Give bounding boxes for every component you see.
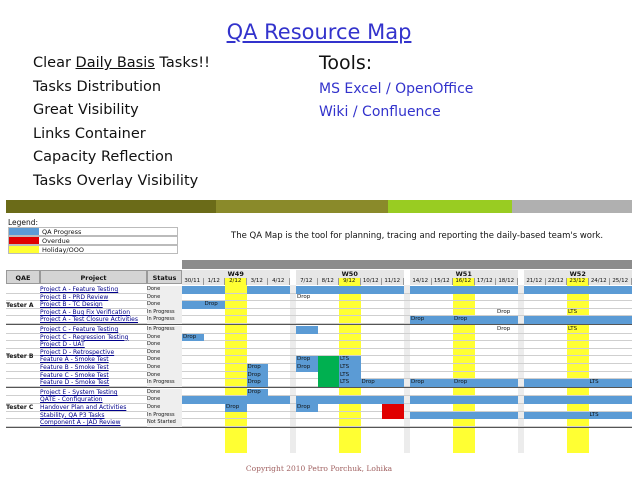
group-divider xyxy=(6,427,632,428)
tools-section xyxy=(319,52,473,124)
header-status: Status xyxy=(147,270,182,284)
task-link[interactable]: Project E - System Testing xyxy=(40,388,118,396)
progress-cell xyxy=(524,396,546,404)
day-header: 23/12 xyxy=(567,278,589,285)
status-cell: In Progress xyxy=(147,309,182,317)
legend-swatch xyxy=(9,228,39,235)
progress-cell xyxy=(567,286,589,294)
progress-cell xyxy=(610,316,632,324)
tester-group-label: Tester A xyxy=(6,301,34,309)
task-link[interactable]: Stability, QA P3 Tasks xyxy=(40,411,105,419)
cell-label: Drop xyxy=(247,371,261,378)
group-divider xyxy=(6,324,632,325)
cell-label: Drop xyxy=(454,316,468,323)
day-header: 10/12 xyxy=(361,278,383,285)
progress-cell xyxy=(182,301,204,309)
cell-label: LTS xyxy=(340,364,350,370)
progress-cell xyxy=(524,286,546,294)
progress-cell xyxy=(296,396,318,404)
progress-cell xyxy=(339,286,361,294)
task-link[interactable]: Feature D - Smoke Test xyxy=(40,379,110,387)
status-cell: Done xyxy=(147,389,182,397)
cell-label: Drop xyxy=(411,316,425,323)
progress-cell xyxy=(496,286,518,294)
cell-label: Drop xyxy=(297,404,311,410)
day-header: 8/12 xyxy=(318,278,340,285)
status-cell: In Progress xyxy=(147,326,182,334)
legend-item-holiday xyxy=(8,245,178,254)
status-cell: Done xyxy=(147,372,182,380)
map-description: The QA Map is the tool for planning, tracing and reporting the daily-based team's work. xyxy=(231,231,604,241)
overdue-cell xyxy=(382,412,404,420)
header-qae: QAE xyxy=(6,270,40,284)
bullet-list xyxy=(33,52,210,193)
progress-cell xyxy=(546,379,568,387)
divider-stripe-grey xyxy=(512,200,632,213)
day-header: 9/12 xyxy=(339,278,361,285)
progress-cell xyxy=(247,396,269,404)
cell-label: Drop xyxy=(411,379,425,386)
status-cell: Done xyxy=(147,396,182,404)
status-cell: Done xyxy=(147,294,182,302)
status-cell: In Progress xyxy=(147,379,182,387)
status-cell: Done xyxy=(147,334,182,342)
day-header: 17/12 xyxy=(475,278,497,285)
legend-text: Overdue xyxy=(42,237,70,245)
go-cell xyxy=(318,372,340,380)
progress-cell xyxy=(475,379,497,387)
cell-label: LTS xyxy=(340,356,350,363)
progress-cell xyxy=(339,396,361,404)
progress-cell xyxy=(475,412,497,420)
progress-cell xyxy=(610,396,632,404)
legend-item-progress xyxy=(8,227,178,236)
task-link[interactable]: Project B - PRD Review xyxy=(40,293,109,301)
progress-cell xyxy=(182,396,204,404)
progress-cell xyxy=(567,412,589,420)
cell-label: Drop xyxy=(497,308,511,315)
qa-map-spreadsheet xyxy=(6,215,632,458)
day-header: 22/12 xyxy=(546,278,568,285)
legend-text: QA Progress xyxy=(42,228,82,236)
task-link[interactable]: Project C - Regression Testing xyxy=(40,333,129,341)
legend-text: Holiday/OOO xyxy=(42,246,84,254)
day-header: 18/12 xyxy=(496,278,518,285)
progress-cell xyxy=(496,412,518,420)
progress-cell xyxy=(382,286,404,294)
legend-item-overdue xyxy=(8,236,178,245)
status-cell: In Progress xyxy=(147,412,182,420)
day-header: 30/11 xyxy=(182,278,204,285)
progress-cell xyxy=(268,396,290,404)
progress-cell xyxy=(589,396,611,404)
progress-cell xyxy=(496,379,518,387)
status-cell: Done xyxy=(147,356,182,364)
copyright-footer: Copyright 2010 Petro Porchuk, Lohika xyxy=(245,464,393,473)
cell-label: Drop xyxy=(247,388,261,395)
day-header: 3/12 xyxy=(247,278,269,285)
progress-cell xyxy=(546,286,568,294)
status-cell: In Progress xyxy=(147,316,182,324)
progress-cell xyxy=(410,396,432,404)
cell-label: Drop xyxy=(204,301,218,308)
status-cell: Not Started xyxy=(147,419,182,427)
tester-group-label: Tester C xyxy=(6,404,34,412)
progress-cell xyxy=(475,286,497,294)
divider-stripe-green xyxy=(388,200,512,213)
progress-cell xyxy=(524,379,546,387)
status-cell: Done xyxy=(147,349,182,357)
cell-label: Drop xyxy=(226,404,240,410)
progress-cell xyxy=(361,396,383,404)
task-link[interactable]: Project D - Retrospective xyxy=(40,348,115,356)
cell-label: Drop xyxy=(183,333,197,340)
progress-cell xyxy=(496,396,518,404)
bullet-item: Links Container xyxy=(33,125,146,142)
task-link[interactable]: Handover Plan and Activities xyxy=(40,404,127,411)
progress-cell xyxy=(610,412,632,420)
task-link[interactable]: Feature A - Smoke Test xyxy=(40,356,109,364)
progress-cell xyxy=(410,286,432,294)
status-cell: Done xyxy=(147,301,182,309)
overdue-cell xyxy=(382,404,404,412)
progress-cell xyxy=(318,396,340,404)
progress-cell xyxy=(225,396,247,404)
progress-cell xyxy=(432,316,454,324)
progress-cell xyxy=(432,286,454,294)
cell-label: Drop xyxy=(361,379,375,386)
task-link[interactable]: Feature B - Smoke Test xyxy=(40,364,109,371)
cell-label: LTS xyxy=(340,379,350,386)
task-link[interactable]: Project B - TC Design xyxy=(40,301,103,309)
progress-cell xyxy=(496,316,518,324)
progress-cell xyxy=(247,286,269,294)
progress-cell xyxy=(318,286,340,294)
tester-group-label: Tester B xyxy=(6,352,34,360)
progress-cell xyxy=(567,396,589,404)
divider-stripe-olive xyxy=(6,200,216,213)
header-project: Project xyxy=(40,270,147,284)
task-link[interactable]: Project A - Feature Testing xyxy=(40,286,119,293)
task-link[interactable]: QATE - Configuration xyxy=(40,396,103,404)
tool-item: MS Excel / OpenOffice xyxy=(319,81,474,97)
cell-label: Drop xyxy=(247,379,261,386)
progress-cell xyxy=(453,286,475,294)
progress-cell xyxy=(546,396,568,404)
progress-cell xyxy=(410,412,432,420)
task-link[interactable]: Project D - UAT xyxy=(40,341,85,349)
cell-label: GO xyxy=(204,341,214,348)
cell-label: Drop xyxy=(297,356,311,363)
cell-label: LTS xyxy=(568,326,578,332)
day-header: 4/12 xyxy=(268,278,290,285)
progress-cell xyxy=(432,396,454,404)
cell-label: Drop xyxy=(297,364,311,370)
progress-cell xyxy=(204,286,226,294)
legend-label: Legend: xyxy=(8,218,39,227)
status-cell: Done xyxy=(147,404,182,412)
bullet-item: Tasks Distribution xyxy=(33,78,162,95)
week-header: W50 xyxy=(296,270,404,278)
cell-label: Drop xyxy=(247,364,261,370)
progress-cell xyxy=(432,379,454,387)
legend-swatch xyxy=(9,246,39,253)
cell-label: LTS xyxy=(589,379,599,386)
progress-cell xyxy=(453,396,475,404)
bullet-item: Capacity Reflection xyxy=(33,149,174,165)
progress-cell xyxy=(453,412,475,420)
day-header: 24/12 xyxy=(589,278,611,285)
day-header: 11/12 xyxy=(382,278,404,285)
status-cell: Done xyxy=(147,341,182,349)
group-divider xyxy=(6,387,632,388)
status-cell: Done xyxy=(147,286,182,294)
week-header-band xyxy=(182,260,632,269)
progress-cell xyxy=(204,396,226,404)
go-cell xyxy=(318,356,340,364)
progress-cell xyxy=(296,326,318,334)
day-header: 1/12 xyxy=(204,278,226,285)
tool-item: Wiki / Confluence xyxy=(319,104,441,120)
progress-cell xyxy=(475,396,497,404)
task-link[interactable]: Feature C - Smoke Test xyxy=(40,371,109,379)
progress-cell xyxy=(432,412,454,420)
cell-label: LTS xyxy=(589,411,599,418)
day-header: 21/12 xyxy=(524,278,546,285)
go-cell xyxy=(318,364,340,372)
progress-cell xyxy=(567,316,589,324)
day-header: 25/12 xyxy=(610,278,632,285)
cell-label: LTS xyxy=(568,308,578,315)
progress-cell xyxy=(296,286,318,294)
week-header: W51 xyxy=(410,270,518,278)
progress-cell xyxy=(361,286,383,294)
task-link[interactable]: Component A - JAD Review xyxy=(40,419,121,427)
progress-cell xyxy=(589,316,611,324)
task-link[interactable]: Project C - Feature Testing xyxy=(40,326,119,333)
task-link[interactable]: Project A - Bug Fix Verification xyxy=(40,308,131,316)
progress-cell xyxy=(382,396,404,404)
progress-cell xyxy=(546,316,568,324)
divider-stripe-olive-light xyxy=(216,200,388,213)
progress-cell xyxy=(524,316,546,324)
day-header: 15/12 xyxy=(432,278,454,285)
cell-label: Drop xyxy=(497,326,511,332)
task-link[interactable]: Project A - Test Closure Activities xyxy=(40,316,139,324)
go-cell xyxy=(318,379,340,387)
progress-cell xyxy=(182,286,204,294)
cell-label: Drop xyxy=(454,379,468,386)
progress-cell xyxy=(524,412,546,420)
cell-label: LTS xyxy=(340,371,350,378)
day-header: 7/12 xyxy=(296,278,318,285)
progress-cell xyxy=(382,379,404,387)
slide-title: QA Resource Map xyxy=(226,20,412,44)
progress-cell xyxy=(589,286,611,294)
legend-swatch xyxy=(9,237,39,244)
tools-heading: Tools: xyxy=(319,52,373,74)
status-cell: Done xyxy=(147,364,182,372)
week-header: W52 xyxy=(524,270,632,278)
progress-cell xyxy=(610,286,632,294)
week-header: W49 xyxy=(182,270,290,278)
progress-cell xyxy=(610,379,632,387)
bullet-item: Great Visibility xyxy=(33,102,139,118)
progress-cell xyxy=(475,316,497,324)
progress-cell xyxy=(268,286,290,294)
day-header: 16/12 xyxy=(453,278,475,285)
day-header: 2/12 xyxy=(225,278,247,285)
bullet-item: Tasks Overlay Visibility xyxy=(33,172,199,189)
bullet-item: Clear Daily Basis Tasks!! xyxy=(33,55,210,71)
day-header: 14/12 xyxy=(410,278,432,285)
progress-cell xyxy=(546,412,568,420)
cell-label: Drop xyxy=(297,293,311,300)
progress-cell xyxy=(567,379,589,387)
